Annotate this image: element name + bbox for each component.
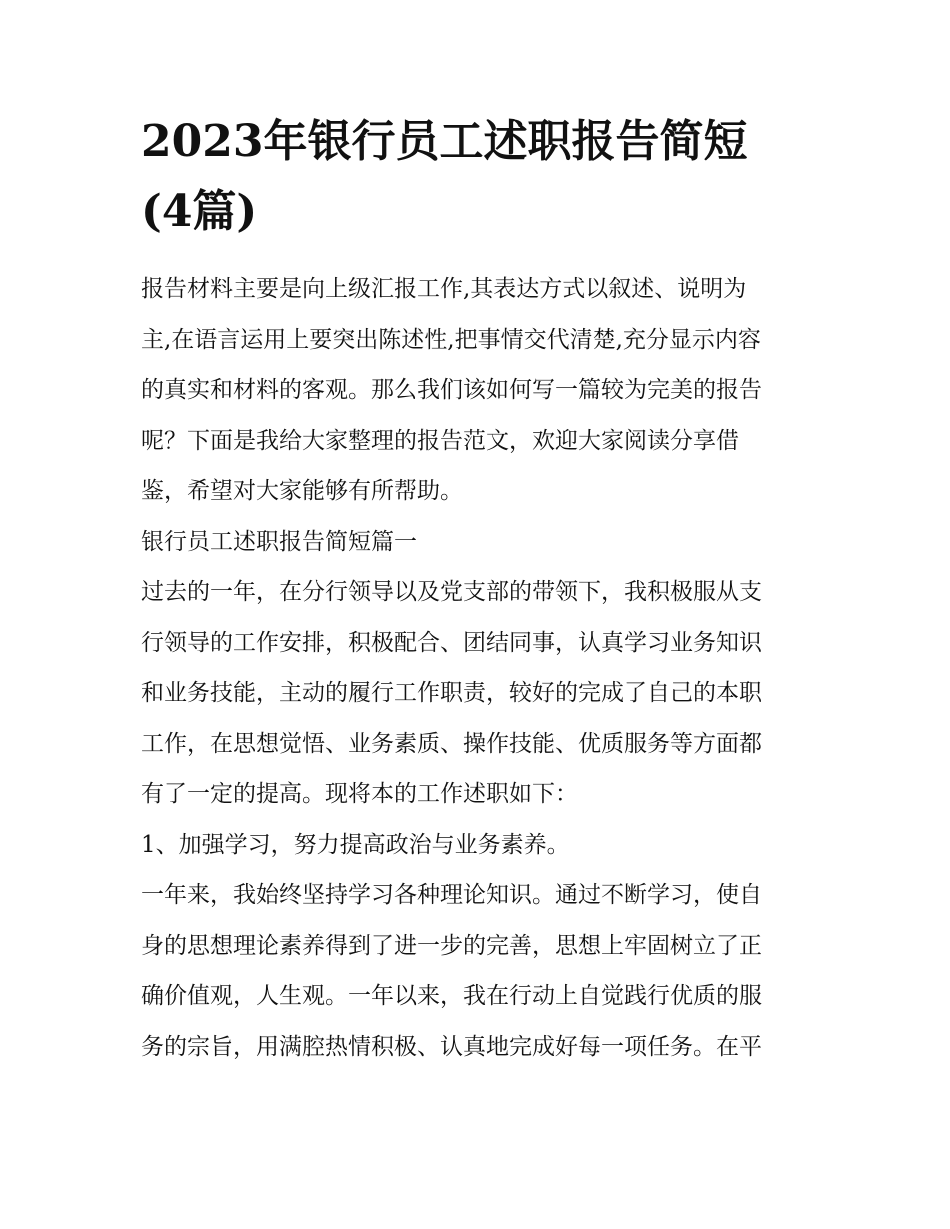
- paragraph-line-5: 有了一定的提高。现将本的工作述职如下：: [141, 781, 578, 807]
- paragraph-line-4: 工作，在思想觉悟、业务素质、操作技能、优质服务等方面都: [141, 730, 762, 757]
- paragraph-line-6: 一年来，我始终坚持学习各种理论知识。通过不断学习，使自: [141, 882, 762, 908]
- title-line-2: (4篇): [141, 186, 258, 237]
- intro-line-2: 主,在语言运用上要突出陈述性,把事情交代清楚,充分显示内容: [141, 326, 761, 353]
- document-content: [141, 112, 813, 1072]
- intro-line-4: 呢？下面是我给大家整理的报告范文，欢迎大家阅读分享借: [141, 427, 739, 454]
- document-title: [141, 112, 813, 242]
- title-line-1: 2023年银行员工述职报告简短: [141, 116, 748, 167]
- intro-line-3: 的真实和材料的客观。那么我们该如何写一篇较为完美的报告: [141, 377, 762, 403]
- paragraph-line-8: 确价值观，人生观。一年以来，我在行动上自觉践行优质的服: [141, 983, 762, 1009]
- section-heading: 银行员工述职报告简短篇一: [141, 528, 417, 555]
- paragraph-line-1: 过去的一年，在分行领导以及党支部的带领下，我积极服从支: [141, 579, 762, 605]
- paragraph-line-7: 身的思想理论素养得到了进一步的完善，思想上牢固树立了正: [141, 932, 762, 959]
- list-item-heading: 1、加强学习，努力提高政治与业务素养。: [141, 831, 570, 858]
- paragraph-line-2: 行领导的工作安排，积极配合、团结同事，认真学习业务知识: [141, 629, 762, 656]
- paragraph-line-9: 务的宗旨，用满腔热情积极、认真地完成好每一项任务。在平: [141, 1033, 762, 1060]
- paragraph-line-3: 和业务技能，主动的履行工作职责，较好的完成了自己的本职: [141, 680, 762, 706]
- intro-line-1: 报告材料主要是向上级汇报工作,其表达方式以叙述、说明为: [141, 276, 747, 302]
- intro-line-5: 鉴，希望对大家能够有所帮助。: [141, 478, 463, 504]
- document-body: [141, 264, 813, 1072]
